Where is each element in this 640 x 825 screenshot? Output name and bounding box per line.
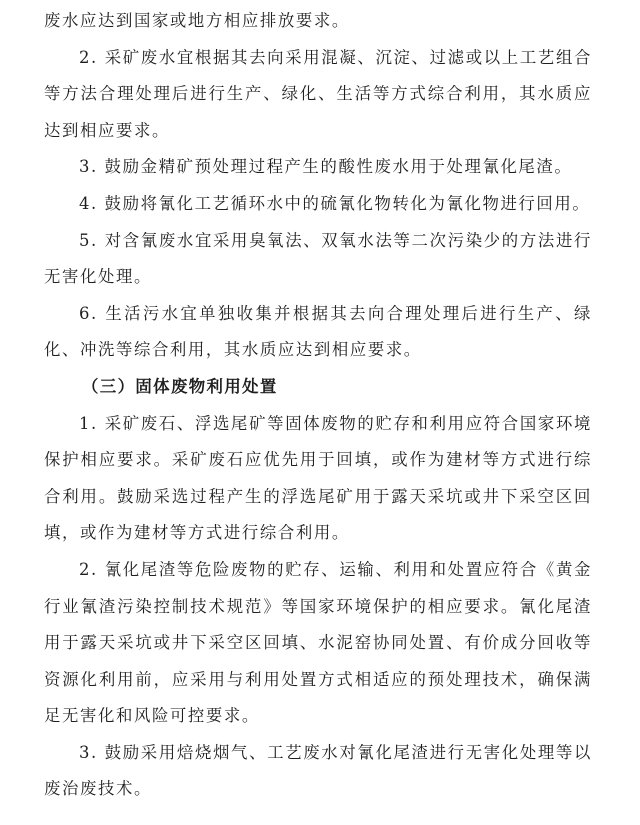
water-item-5: 5. 对含氰废水宜采用臭氧法、双氧水法等二次污染少的方法进行无害化处理。: [44, 230, 592, 287]
section-heading-solid-waste: （三）固体废物利用处置: [82, 376, 278, 396]
water-item-2: 2. 采矿废水宜根据其去向采用混凝、沉淀、过滤或以上工艺组合等方法合理处理后进行生产、绿化、生活等方式综合利用，其水质应达到相应要求。: [44, 47, 592, 140]
water-item-4: 4. 鼓励将氰化工艺循环水中的硫氰化物转化为氰化物进行回用。: [79, 193, 591, 213]
paragraph-intro: 废水应达到国家或地方相应排放要求。: [44, 11, 350, 30]
water-item-3: 3. 鼓励金精矿预处理过程产生的酸性废水用于处理氰化尾渣。: [79, 157, 573, 177]
document-body: [44, 3, 592, 808]
water-item-6: 6. 生活污水宜单独收集并根据其去向合理处理后进行生产、绿化、冲洗等综合利用，其水质应达到相应要求。: [44, 303, 592, 360]
solid-item-3: 3. 鼓励采用焙烧烟气、工艺废水对氰化尾渣进行无害化处理等以废治废技术。: [44, 742, 592, 799]
solid-item-1: 1. 采矿废石、浮选尾矿等固体废物的贮存和利用应符合国家环境保护相应要求。采矿废石应优先用于回填，或作为建材等方式进行综合利用。鼓励采选过程产生的浮选尾矿用于露天采坑或井下采空区回填，或作为建材等方式进行综合利用。: [44, 413, 592, 543]
solid-item-2: 2. 氰化尾渣等危险废物的贮存、运输、利用和处置应符合《黄金行业氰渣污染控制技术规范》等国家环境保护的相应要求。氰化尾渣用于露天采坑或井下采空区回填、水泥窑协同处置、有价成分回收等资源化利用前，应采用与利用处置方式相适应的预处理技术，确保满足无害化和风险可控要求。: [44, 559, 592, 726]
